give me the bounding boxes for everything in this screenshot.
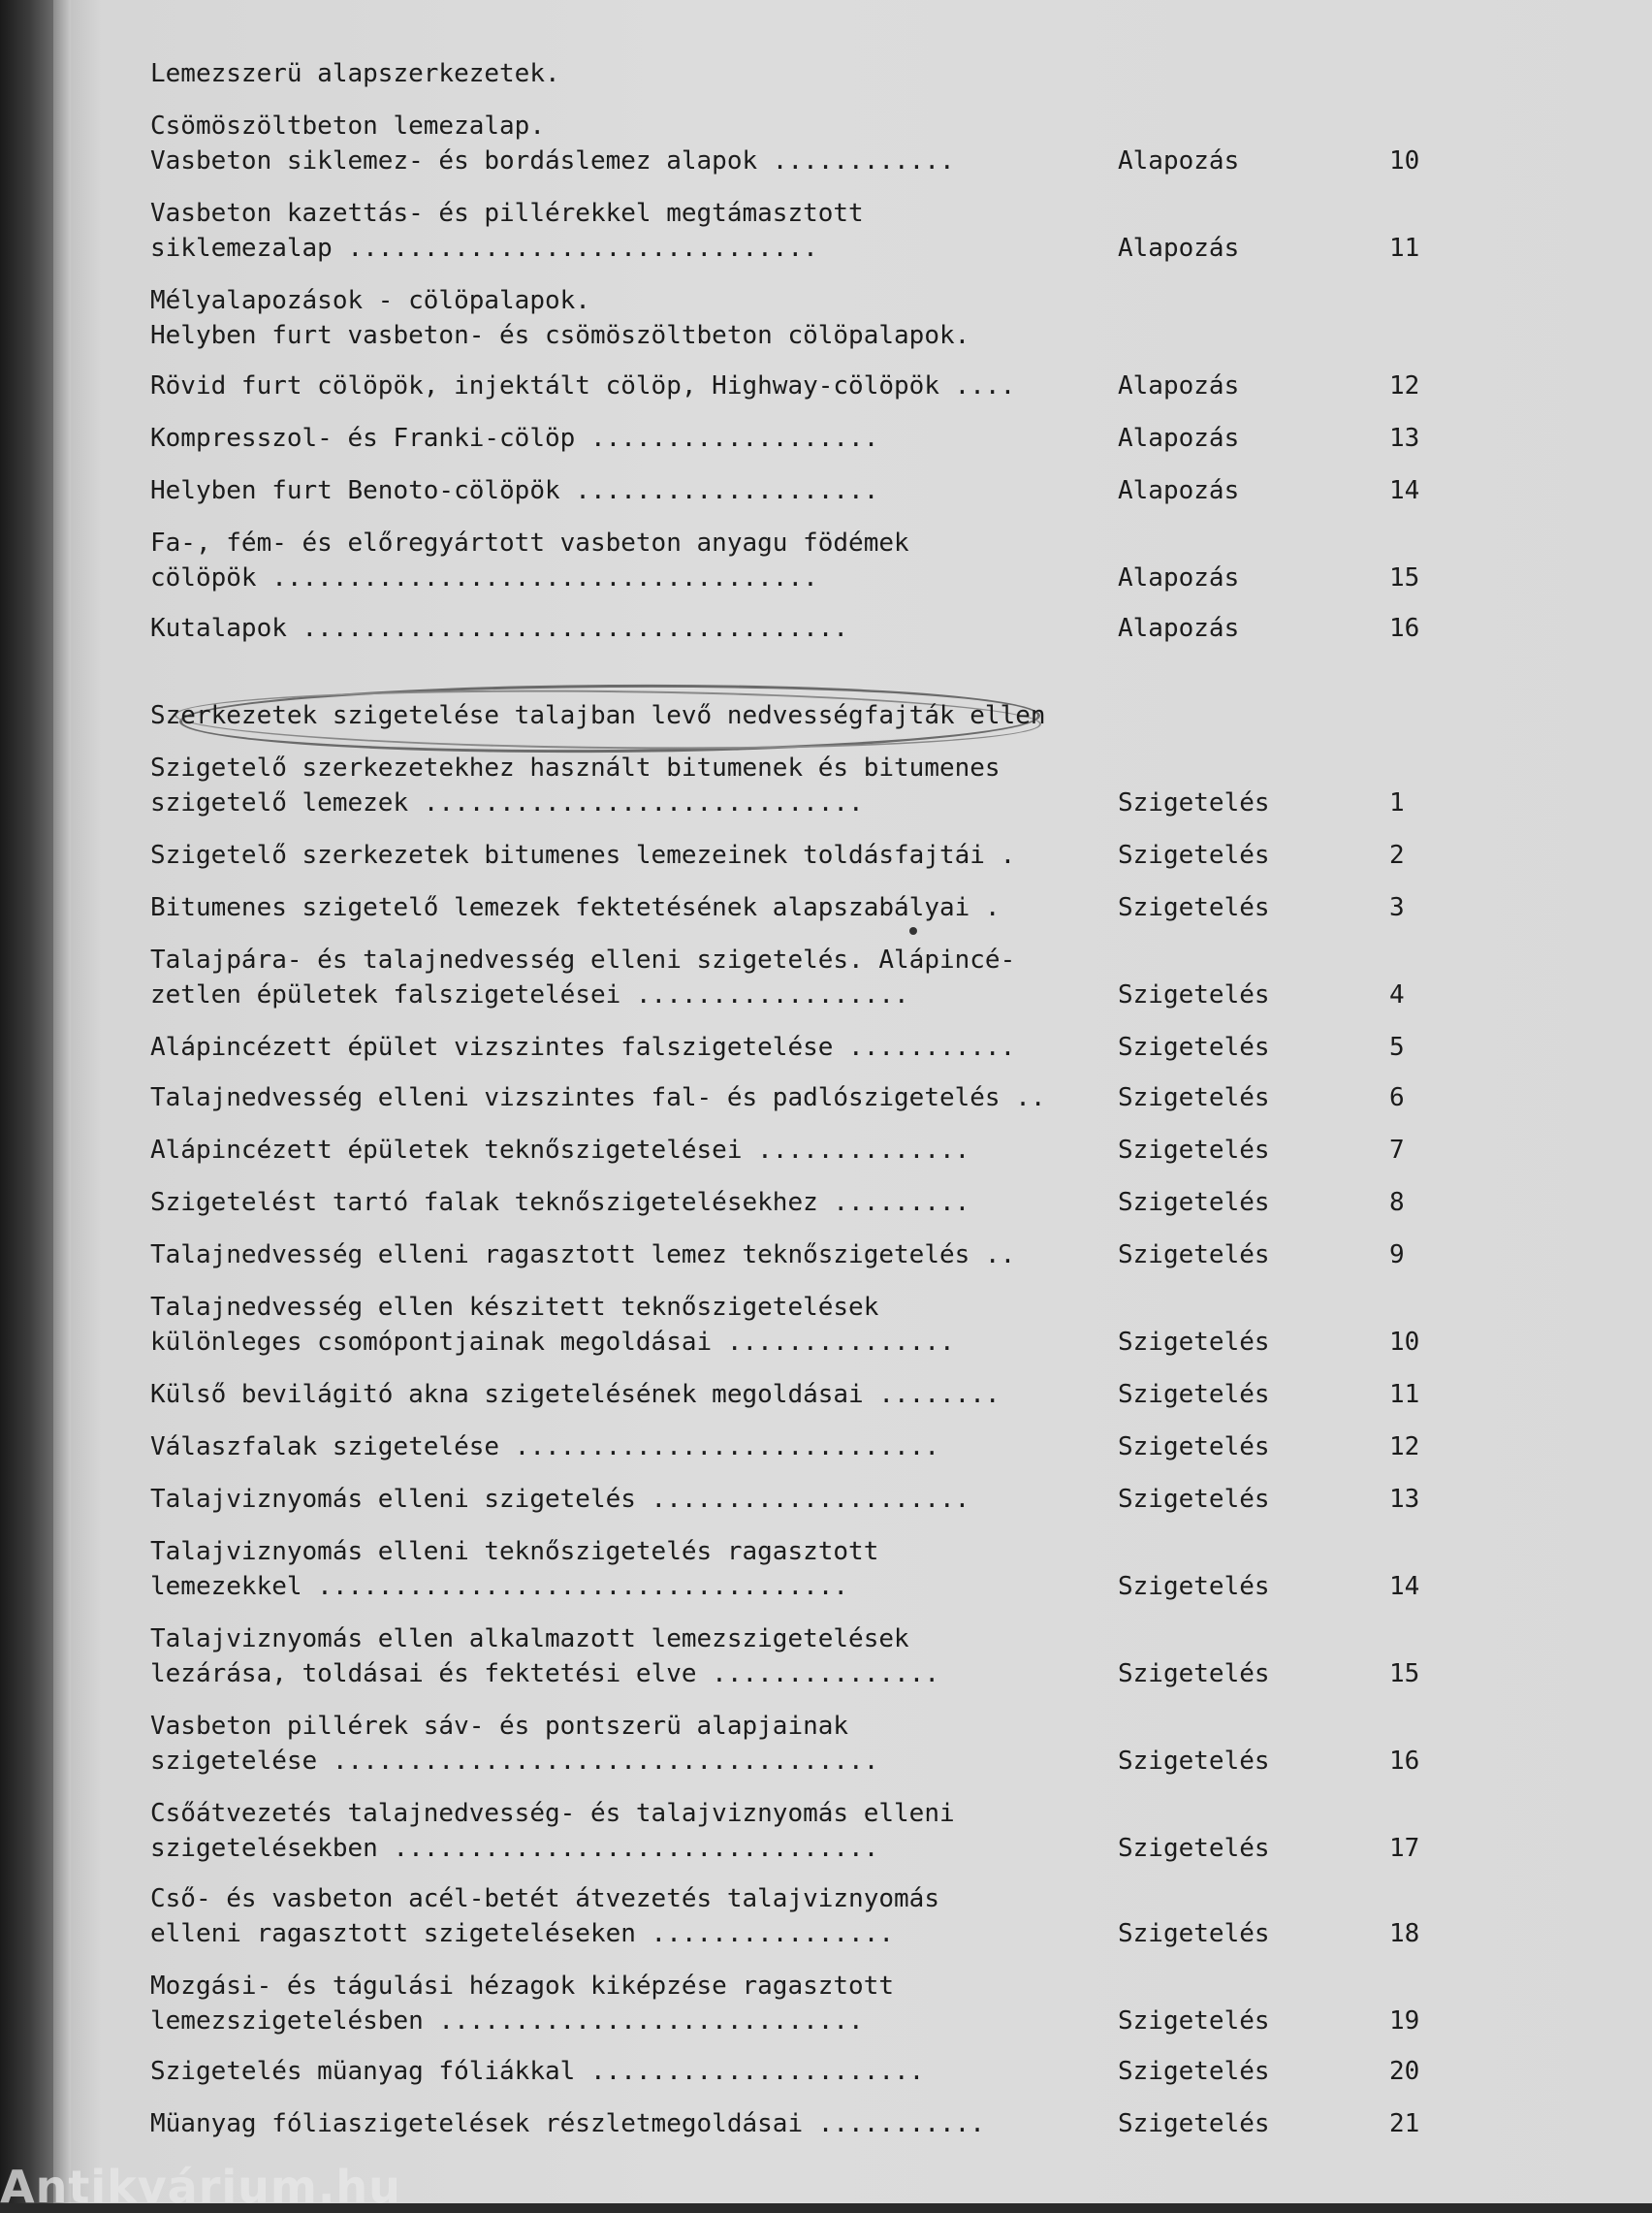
toc-entry-title: Talajnedvesség elleni ragasztott lemez teknőszigetelés ..: [150, 1240, 1016, 1269]
toc-entry-title: Helyben furt Benoto-cölöpök ....................: [150, 476, 879, 505]
toc-entry-title: Lemezszerü alapszerkezetek.: [150, 59, 560, 88]
toc-entry-title: lezárása, toldásai és fektetési elve ...............: [150, 1659, 939, 1688]
toc-entry-category: Szigetelés: [1118, 1432, 1270, 1461]
toc-entry-line: [150, 196, 1469, 231]
toc-entry: [150, 1534, 1469, 1604]
toc-entry-page-number: 17: [1389, 1834, 1420, 1863]
toc-entry-title: zetlen épületek falszigetelései ..................: [150, 980, 909, 1010]
toc-entry-category: Szigetelés: [1118, 2006, 1270, 2036]
toc-entry: [150, 56, 1469, 91]
toc-entry-line: [150, 890, 1469, 925]
toc-entry-line: [150, 1133, 1469, 1168]
toc-entry-category: Alapozás: [1118, 371, 1240, 401]
toc-entry-category: Szigetelés: [1118, 1136, 1270, 1165]
toc-entry-title: lemezszigetelésben ............................: [150, 2006, 864, 2036]
toc-entry-page-number: 18: [1389, 1919, 1420, 1948]
toc-entry-page-number: 3: [1389, 893, 1405, 922]
toc-entry-title: Helyben furt vasbeton- és csömöszöltbeton cölöpalapok.: [150, 321, 970, 350]
toc-entry: [150, 473, 1469, 508]
toc-entry-page-number: 11: [1389, 234, 1420, 263]
toc-entry-title: szigetelése ....................................: [150, 1747, 879, 1776]
toc-entry-title: Vasbeton siklemez- és bordáslemez alapok ............: [150, 146, 955, 176]
toc-entry-page-number: 13: [1389, 424, 1420, 453]
toc-entry-line: [150, 1185, 1469, 1220]
toc-entry-category: Szigetelés: [1118, 1033, 1270, 1062]
toc-entry-title: siklemezalap ...............................: [150, 234, 818, 263]
toc-entry: [150, 421, 1469, 456]
toc-entry: [150, 1621, 1469, 1691]
toc-entry-title: Szigetelő szerkezetek bitumenes lemezeinek toldásfajtái .: [150, 841, 1016, 870]
toc-entry-category: Szigetelés: [1118, 1485, 1270, 1514]
toc-entry-category: Alapozás: [1118, 424, 1240, 453]
toc-entry-category: Szigetelés: [1118, 1380, 1270, 1409]
toc-entry: [150, 1290, 1469, 1360]
toc-entry-line: [150, 561, 1469, 595]
toc-entry-line: [150, 943, 1469, 978]
toc-entry-line: [150, 1796, 1469, 1831]
toc-entry-line: [150, 1709, 1469, 1744]
toc-entry: [150, 1709, 1469, 1779]
toc-entry-page-number: 21: [1389, 2109, 1420, 2138]
toc-entry-category: Alapozás: [1118, 614, 1240, 643]
toc-entry-page-number: 16: [1389, 1747, 1420, 1776]
toc-entry-category: Szigetelés: [1118, 893, 1270, 922]
toc-entry-category: Szigetelés: [1118, 1834, 1270, 1863]
toc-entry-title: Vasbeton pillérek sáv- és pontszerü alapjainak: [150, 1712, 849, 1741]
toc-entry-title: Szigetelést tartó falak teknőszigetelésekhez .........: [150, 1188, 970, 1217]
toc-entry-line: [150, 611, 1469, 646]
toc-entry-page-number: 1: [1389, 788, 1405, 818]
toc-entry: [150, 1969, 1469, 2038]
toc-entry-title: Rövid furt cölöpök, injektált cölöp, Highway-cölöpök ....: [150, 371, 1016, 401]
toc-entry-title: Szigetelés müanyag fóliákkal ......................: [150, 2057, 925, 2086]
toc-entry-title: Mélyalapozások - cölöpalapok.: [150, 286, 590, 315]
watermark: Antikvárium.hu: [0, 2161, 401, 2213]
toc-entry: [150, 890, 1469, 925]
toc-entry-line: [150, 1656, 1469, 1691]
toc-entry-title: Cső- és vasbeton acél-betét átvezetés talajviznyomás: [150, 1884, 939, 1913]
toc-entry: [150, 1482, 1469, 1517]
toc-entry-line: [150, 838, 1469, 873]
page-edge: [53, 0, 71, 2203]
toc-entry-category: Szigetelés: [1118, 2109, 1270, 2138]
toc-entry-category: Alapozás: [1118, 563, 1240, 593]
toc-entry-line: [150, 2054, 1469, 2089]
toc-entry: [150, 1377, 1469, 1412]
toc-entry-title: Szerkezetek szigetelése talajban levő nedvességfajták ellen: [150, 701, 1046, 730]
toc-entry-line: [150, 231, 1469, 266]
toc-entry-title: Kutalapok ....................................: [150, 614, 849, 643]
toc-entry: [150, 1237, 1469, 1272]
toc-entry-line: [150, 1290, 1469, 1325]
toc-entry-title: elleni ragasztott szigeteléseken ................: [150, 1919, 895, 1948]
toc-entry: [150, 2106, 1469, 2141]
toc-entry-line: [150, 369, 1469, 403]
toc-entry-title: Talajpára- és talajnedvesség elleni szigetelés. Alápincé-: [150, 946, 1016, 975]
toc-entry: [150, 838, 1469, 873]
toc-entry-title: Fa-, fém- és előregyártott vasbeton anyagu födémek: [150, 529, 909, 558]
toc-entry-title: lemezekkel ...................................: [150, 1572, 849, 1601]
toc-entry-page-number: 20: [1389, 2057, 1420, 2086]
toc-entry-title: Talajviznyomás ellen alkalmazott lemezszigetelések: [150, 1624, 909, 1653]
toc-entry: [150, 109, 1469, 178]
toc-entry-title: Kompresszol- és Franki-cölöp ...................: [150, 424, 879, 453]
toc-entry-title: Csömöszöltbeton lemezalap.: [150, 112, 545, 141]
toc-entry: [150, 1796, 1469, 1866]
toc-entry-line: [150, 473, 1469, 508]
toc-entry-line: [150, 1429, 1469, 1464]
toc-entry-page-number: 15: [1389, 1659, 1420, 1688]
toc-entry-line: [150, 1744, 1469, 1779]
toc-entry-category: Alapozás: [1118, 476, 1240, 505]
toc-entry-page-number: 14: [1389, 1572, 1420, 1601]
toc-entry-category: Szigetelés: [1118, 841, 1270, 870]
toc-entry-line: [150, 2106, 1469, 2141]
toc-entry-line: [150, 1534, 1469, 1569]
toc-entry-title: cölöpök ....................................: [150, 563, 818, 593]
toc-entry-page-number: 19: [1389, 2006, 1420, 2036]
toc-entry-page-number: 8: [1389, 1188, 1405, 1217]
toc-entry-category: Alapozás: [1118, 234, 1240, 263]
toc-entry-category: Szigetelés: [1118, 1328, 1270, 1357]
toc-entry-category: Szigetelés: [1118, 1572, 1270, 1601]
toc-entry-title: különleges csomópontjainak megoldásai ...............: [150, 1328, 955, 1357]
toc-entry-page-number: 6: [1389, 1083, 1405, 1112]
binding-shadow: [0, 0, 53, 2203]
toc-entry: [150, 196, 1469, 266]
toc-entry-line: [150, 1916, 1469, 1951]
toc-entry-line: [150, 1237, 1469, 1272]
toc-entry-title: Vasbeton kazettás- és pillérekkel megtámasztott: [150, 199, 864, 228]
toc-entry-line: [150, 1482, 1469, 1517]
toc-entry-line: [150, 526, 1469, 561]
toc-entry-title: Müanyag fóliaszigetelések részletmegoldásai ...........: [150, 2109, 985, 2138]
toc-entry-page-number: 13: [1389, 1485, 1420, 1514]
toc-entry-page-number: 2: [1389, 841, 1405, 870]
toc-entry-page-number: 4: [1389, 980, 1405, 1010]
toc-entry: [150, 1030, 1469, 1065]
toc-entry: [150, 1185, 1469, 1220]
toc-entry: [150, 943, 1469, 1012]
toc-entry-line: [150, 978, 1469, 1012]
toc-entry-title: Alápincézett épületek teknőszigetelései ..............: [150, 1136, 970, 1165]
toc-entry-title: Talajviznyomás elleni teknőszigetelés ragasztott: [150, 1537, 879, 1566]
toc-entry: [150, 698, 1469, 733]
toc-entry-title: Külső bevilágitó akna szigetelésének megoldásai ........: [150, 1380, 1001, 1409]
toc-entry-line: [150, 751, 1469, 786]
toc-entry-line: [150, 1030, 1469, 1065]
toc-entry-title: Talajnedvesség elleni vizszintes fal- és padlószigetelés ..: [150, 1083, 1046, 1112]
toc-entry: [150, 751, 1469, 820]
toc-entry-line: [150, 283, 1469, 318]
toc-entry-line: [150, 109, 1469, 144]
toc-entry-line: [150, 1080, 1469, 1115]
toc-entry-page-number: 5: [1389, 1033, 1405, 1062]
toc-entry-category: Szigetelés: [1118, 1188, 1270, 1217]
toc-entry-category: Szigetelés: [1118, 1747, 1270, 1776]
toc-entry-title: Talajviznyomás elleni szigetelés .....................: [150, 1485, 970, 1514]
toc-entry-title: Alápincézett épület vizszintes falszigetelése ...........: [150, 1033, 1016, 1062]
toc-entry-category: Szigetelés: [1118, 980, 1270, 1010]
toc-entry-title: szigetelésekben ................................: [150, 1834, 879, 1863]
toc-entry-page-number: 12: [1389, 1432, 1420, 1461]
toc-entry: [150, 283, 1469, 353]
toc-entry-category: Szigetelés: [1118, 1919, 1270, 1948]
toc-entry: [150, 2054, 1469, 2089]
toc-entry-category: Szigetelés: [1118, 788, 1270, 818]
ink-speck: [909, 927, 917, 935]
toc-entry: [150, 526, 1469, 595]
toc-entry-title: Talajnedvesség ellen készitett teknőszigetelések: [150, 1293, 879, 1322]
toc-entry: [150, 369, 1469, 403]
toc-entry-line: [150, 1621, 1469, 1656]
toc-entry-title: szigetelő lemezek .............................: [150, 788, 864, 818]
toc-entry-line: [150, 1831, 1469, 1866]
toc-entry-line: [150, 1325, 1469, 1360]
toc-entry-title: Válaszfalak szigetelése ............................: [150, 1432, 939, 1461]
toc-entry-page-number: 11: [1389, 1380, 1420, 1409]
toc-entry: [150, 1133, 1469, 1168]
toc-entry-line: [150, 698, 1469, 733]
toc-entry: [150, 1429, 1469, 1464]
toc-entry: [150, 1080, 1469, 1115]
toc-entry-category: Szigetelés: [1118, 2057, 1270, 2086]
toc-entry-line: [150, 1377, 1469, 1412]
toc-entry-line: [150, 144, 1469, 178]
toc-entry-line: [150, 421, 1469, 456]
toc-entry-page-number: 12: [1389, 371, 1420, 401]
toc-entry: [150, 611, 1469, 646]
toc-entry-line: [150, 1569, 1469, 1604]
toc-entry-page-number: 7: [1389, 1136, 1405, 1165]
toc-entry-page-number: 9: [1389, 1240, 1405, 1269]
toc-entry-title: Szigetelő szerkezetekhez használt bitumenek és bitumenes: [150, 754, 1001, 783]
toc-entry-page-number: 10: [1389, 1328, 1420, 1357]
toc-entry-line: [150, 786, 1469, 820]
toc-entry-title: Mozgási- és tágulási hézagok kiképzése ragasztott: [150, 1972, 895, 2001]
toc-entry-category: Szigetelés: [1118, 1083, 1270, 1112]
toc-entry-category: Szigetelés: [1118, 1659, 1270, 1688]
toc-entry-category: Szigetelés: [1118, 1240, 1270, 1269]
toc-entry-title: Bitumenes szigetelő lemezek fektetésének alapszabályai .: [150, 893, 1001, 922]
toc-entry-page-number: 10: [1389, 146, 1420, 176]
toc-entry-line: [150, 318, 1469, 353]
toc-entry-page-number: 15: [1389, 563, 1420, 593]
toc-entry-page-number: 16: [1389, 614, 1420, 643]
toc-entry-title: Csőátvezetés talajnedvesség- és talajviznyomás elleni: [150, 1799, 955, 1828]
toc-entry-line: [150, 1881, 1469, 1916]
toc-entry-category: Alapozás: [1118, 146, 1240, 176]
toc-entry-line: [150, 1969, 1469, 2004]
toc-entry-line: [150, 2004, 1469, 2038]
toc-entry-line: [150, 56, 1469, 91]
toc-entry-page-number: 14: [1389, 476, 1420, 505]
toc-entry: [150, 1881, 1469, 1951]
